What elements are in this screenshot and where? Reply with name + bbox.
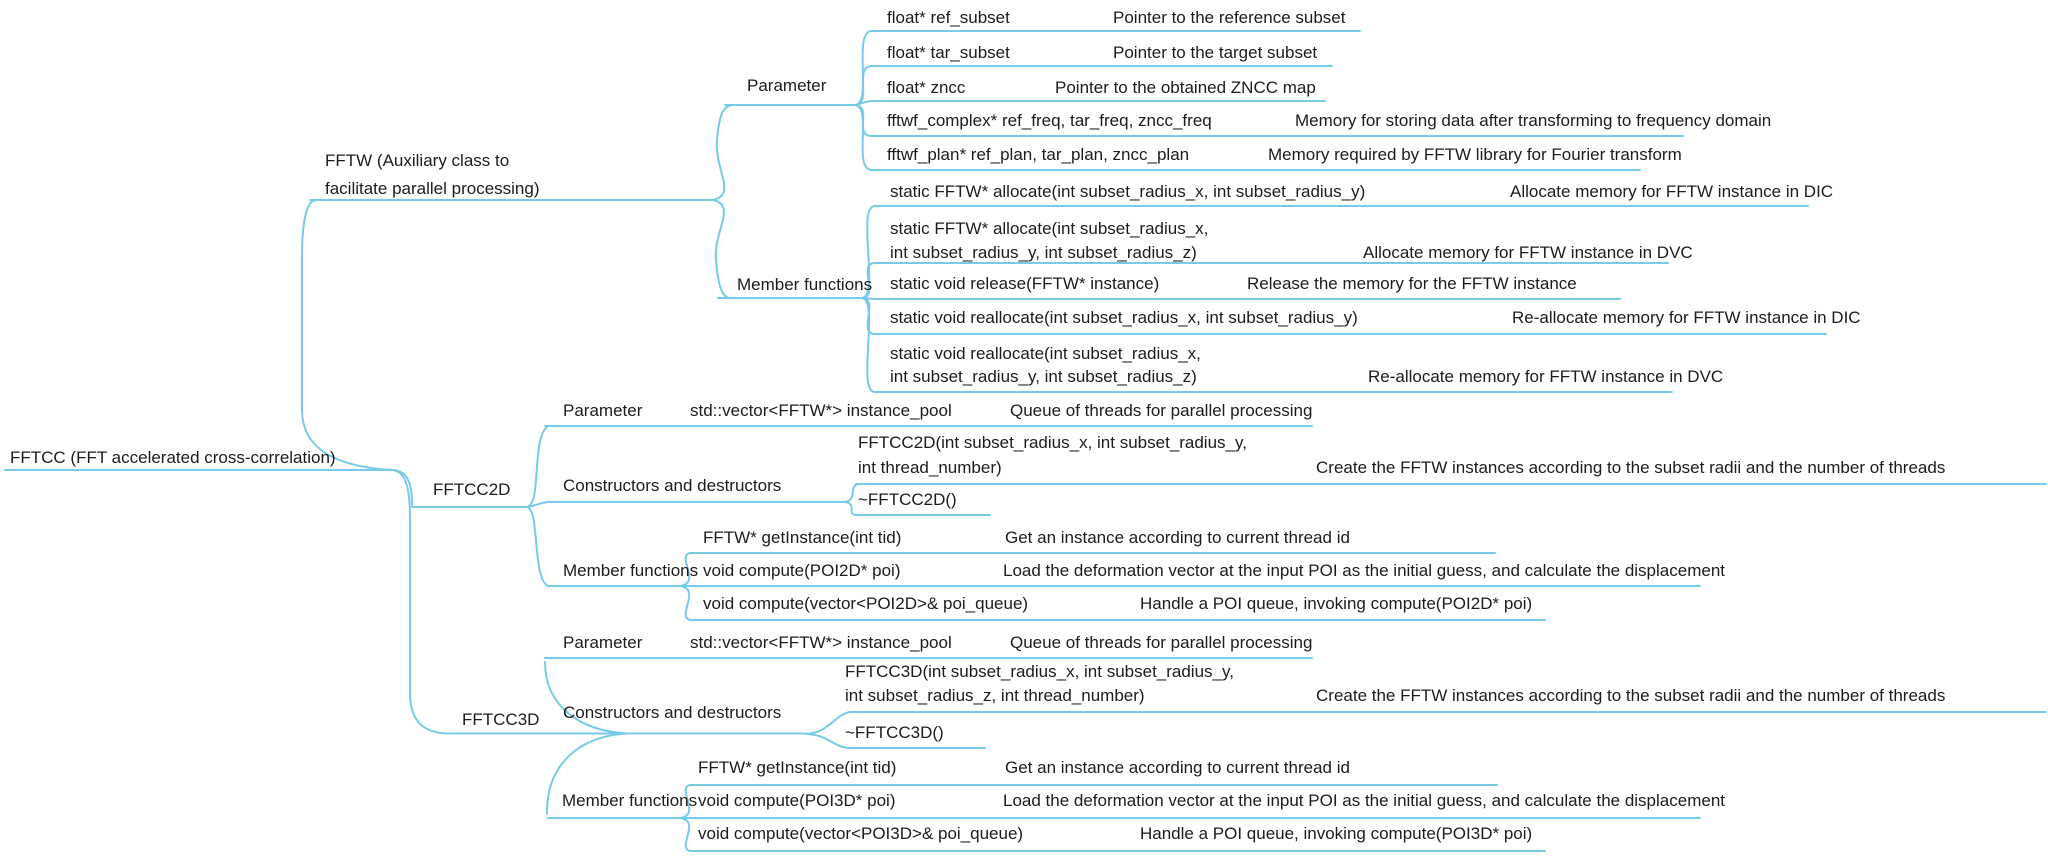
fftcc2d-node-label: FFTCC2D: [433, 480, 511, 499]
root-node-label: FFTCC (FFT accelerated cross-correlation): [10, 448, 336, 467]
fftcc2d-member-desc: Handle a POI queue, invoking compute(POI2D* poi): [1140, 594, 1533, 613]
fftw-parameter-label: Parameter: [747, 76, 827, 95]
fftcc3d-constructors-label: Constructors and destructors: [563, 703, 782, 722]
fftw-param-desc: Memory required by FFTW library for Fourier transform: [1268, 145, 1682, 164]
fftw-member-code: static void release(FFTW* instance): [890, 274, 1160, 293]
fftcc3d-dtor-code: ~FFTCC3D(): [845, 723, 944, 742]
fftcc3d-member-desc: Handle a POI queue, invoking compute(POI3D* poi): [1140, 824, 1533, 843]
fftcc2d-parameter-desc: Queue of threads for parallel processing: [1010, 401, 1313, 420]
fftcc2d-parameter-code: std::vector<FFTW*> instance_pool: [690, 401, 952, 420]
fftcc3d-ctor-code: int subset_radius_z, int thread_number): [845, 686, 1145, 705]
fftcc3d-member-desc: Get an instance according to current thread id: [1005, 758, 1350, 777]
fftcc3d-member-code: void compute(vector<POI3D>& poi_queue): [698, 824, 1024, 843]
fftw-member-code: static void reallocate(int subset_radius_x, int subset_radius_y): [890, 308, 1358, 327]
fftcc2d-member-desc: Get an instance according to current thread id: [1005, 528, 1350, 547]
fftcc2d-member-code: void compute(vector<POI2D>& poi_queue): [703, 594, 1029, 613]
fftw-member-functions-label: Member functions: [737, 275, 873, 294]
fftw-member-code: int subset_radius_y, int subset_radius_z): [890, 243, 1197, 262]
fftw-member-desc: Allocate memory for FFTW instance in DVC: [1363, 243, 1693, 262]
fftcc2d-constructors-label: Constructors and destructors: [563, 476, 782, 495]
fftcc3d-ctor-code: FFTCC3D(int subset_radius_x, int subset_radius_y,: [845, 662, 1234, 681]
fftcc3d-member-functions-label: Member functions: [562, 791, 698, 810]
fftw-param-desc: Memory for storing data after transforming to frequency domain: [1295, 111, 1772, 130]
fftw-member-code: static void reallocate(int subset_radius_x,: [890, 344, 1201, 363]
fftw-member-code: static FFTW* allocate(int subset_radius_x,: [890, 219, 1209, 238]
fftcc3d-member-desc: Load the deformation vector at the input POI as the initial guess, and calculate the displacement: [1003, 791, 1725, 810]
fftcc2d-member-functions-label: Member functions: [563, 561, 699, 580]
fftw-member-desc: Release the memory for the FFTW instance: [1247, 274, 1577, 293]
fftw-param-code: float* zncc: [887, 78, 966, 97]
fftcc2d-ctor-code: int thread_number): [858, 458, 1002, 477]
fftcc3d-member-code: FFTW* getInstance(int tid): [698, 758, 897, 777]
fftcc2d-member-code: FFTW* getInstance(int tid): [703, 528, 902, 547]
fftw-node-label-line1: FFTW (Auxiliary class to: [325, 151, 510, 170]
fftcc2d-ctor-code: FFTCC2D(int subset_radius_x, int subset_radius_y,: [858, 433, 1247, 452]
fftw-param-desc: Pointer to the reference subset: [1113, 8, 1346, 27]
fftcc2d-dtor-code: ~FFTCC2D(): [858, 490, 957, 509]
fftcc3d-member-code: void compute(POI3D* poi): [698, 791, 896, 810]
fftw-param-code: float* tar_subset: [887, 43, 1010, 62]
fftcc3d-parameter-label: Parameter: [563, 633, 643, 652]
fftcc3d-ctor-desc: Create the FFTW instances according to the subset radii and the number of threads: [1316, 686, 1946, 705]
fftw-member-code: static FFTW* allocate(int subset_radius_x, int subset_radius_y): [890, 182, 1366, 201]
fftcc2d-parameter-label: Parameter: [563, 401, 643, 420]
fftw-member-desc: Re-allocate memory for FFTW instance in DVC: [1368, 367, 1724, 386]
fftcc3d-parameter-code: std::vector<FFTW*> instance_pool: [690, 633, 952, 652]
fftw-param-desc: Pointer to the target subset: [1113, 43, 1318, 62]
fftcc2d-member-code: void compute(POI2D* poi): [703, 561, 901, 580]
fftw-member-code: int subset_radius_y, int subset_radius_z): [890, 367, 1197, 386]
fftw-param-code: fftwf_plan* ref_plan, tar_plan, zncc_plan: [887, 145, 1190, 164]
fftw-param-code: float* ref_subset: [887, 8, 1010, 27]
fftcc2d-ctor-desc: Create the FFTW instances according to the subset radii and the number of threads: [1316, 458, 1946, 477]
fftw-node-label-line2: facilitate parallel processing): [325, 179, 540, 198]
fftw-param-code: fftwf_complex* ref_freq, tar_freq, zncc_freq: [887, 111, 1212, 130]
fftw-member-desc: Re-allocate memory for FFTW instance in DIC: [1512, 308, 1861, 327]
fftcc2d-member-desc: Load the deformation vector at the input POI as the initial guess, and calculate the displacement: [1003, 561, 1725, 580]
fftcc3d-parameter-desc: Queue of threads for parallel processing: [1010, 633, 1313, 652]
fftw-param-desc: Pointer to the obtained ZNCC map: [1055, 78, 1316, 97]
fftcc3d-node-label: FFTCC3D: [462, 710, 540, 729]
fftw-member-desc: Allocate memory for FFTW instance in DIC: [1510, 182, 1834, 201]
